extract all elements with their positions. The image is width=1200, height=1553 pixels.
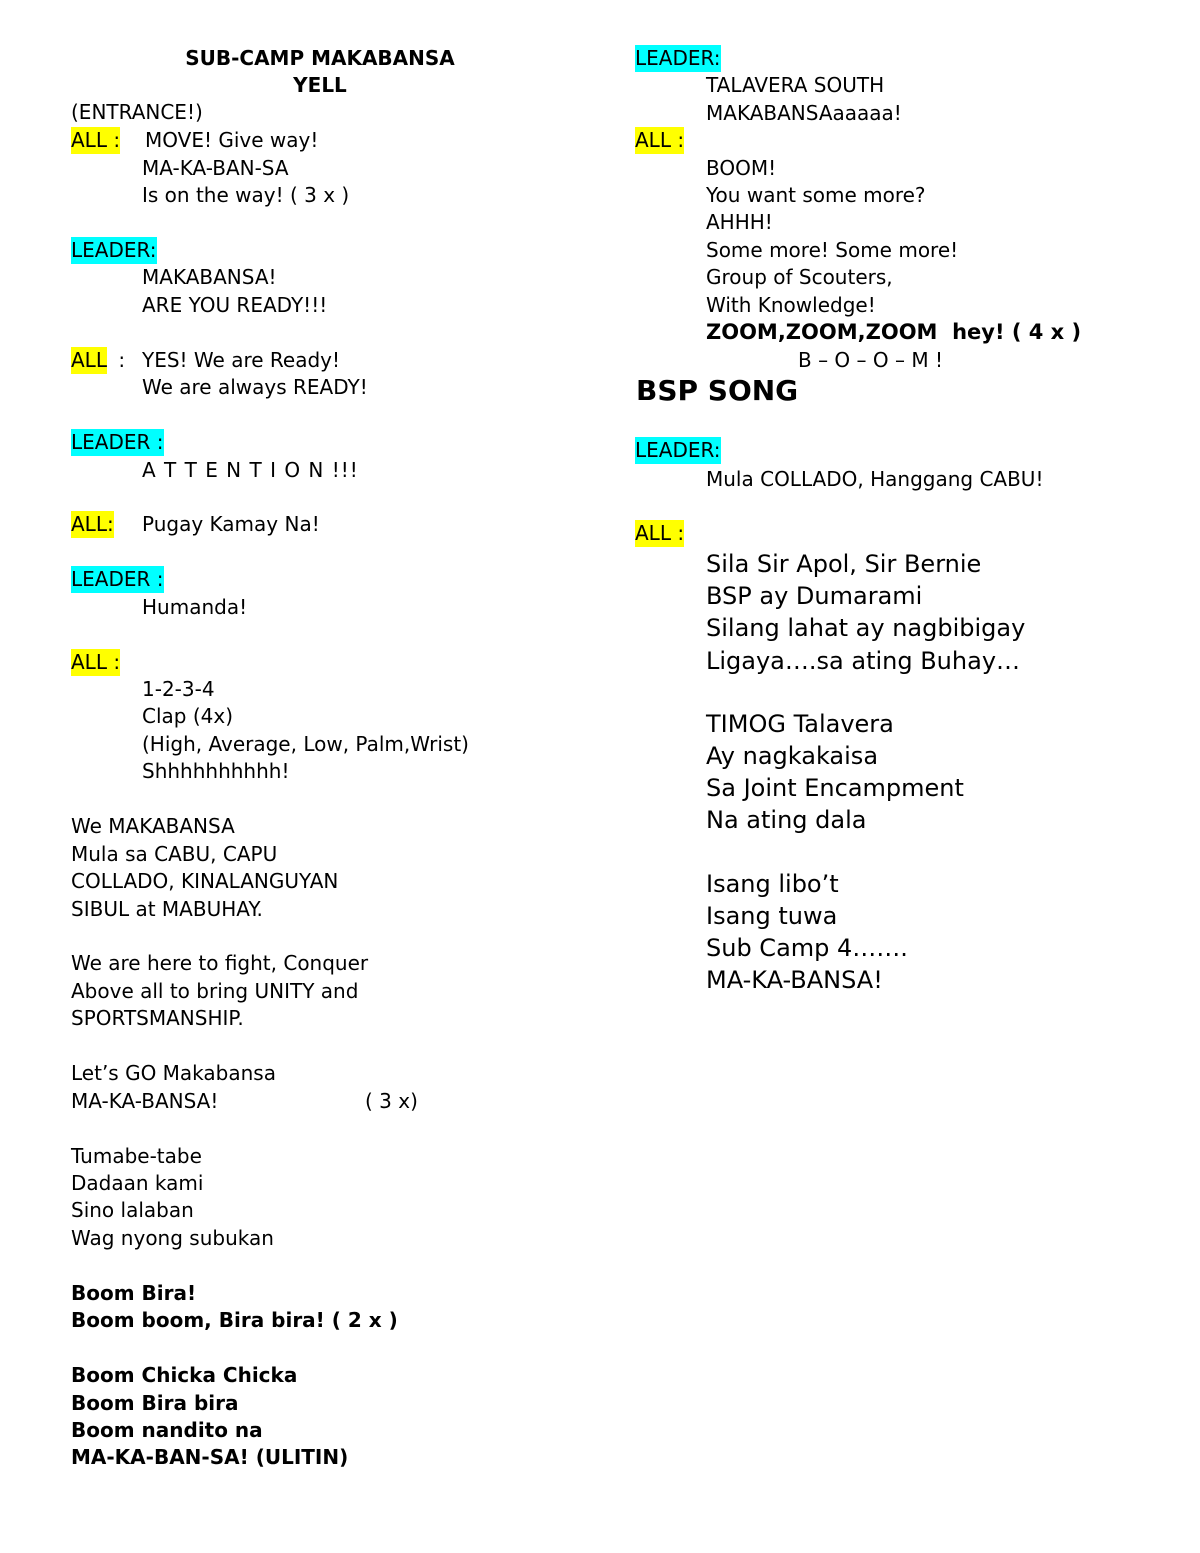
song-line: Ligaya….sa ating Buhay… [706,647,1021,675]
all-label: ALL : [635,521,685,545]
lyric-line: SIBUL at MABUHAY. [71,897,263,921]
repeat-note: ( 3 x) [365,1089,418,1113]
entrance-text: (ENTRANCE!) [71,100,203,124]
lyric-line: SPORTSMANSHIP. [71,1006,244,1030]
lyric-line: YES! We are Ready! [142,348,340,372]
lyric-line: MAKABANSA! [142,265,277,289]
lyric-line: COLLADO, KINALANGUYAN [71,869,339,893]
lyric-line: Shhhhhhhhhh! [142,759,290,783]
lyric-line: Humanda! [142,595,248,619]
lyric-line: Pugay Kamay Na! [142,512,320,536]
lyric-line: Clap (4x) [142,704,233,728]
song-line: BSP ay Dumarami [706,582,923,610]
lyric-line: ZOOM,ZOOM,ZOOM hey! ( 4 x ) [706,320,1082,344]
doc-title: SUB-CAMP MAKABANSA [185,46,455,70]
lyric-line: BOOM! [706,156,777,180]
lyric-line: AHHH! [706,210,773,234]
lyric-line: Wag nyong subukan [71,1226,274,1250]
lyric-line: You want some more? [706,183,926,207]
leader-label: LEADER: [71,238,157,262]
all-label: ALL : [71,128,121,152]
song-title: BSP SONG [636,374,799,407]
song-line: MA-KA-BANSA! [706,966,883,994]
lyric-line: Mula sa CABU, CAPU [71,842,278,866]
song-line: Ay nagkakaisa [706,742,879,770]
lyric-line: B – O – O – M ! [798,348,943,372]
lyric-line: We MAKABANSA [71,814,235,838]
lyric-line: ARE YOU READY!!! [142,293,328,317]
lyric-line: With Knowledge! [706,293,876,317]
lyric-line: Sino lalaban [71,1198,194,1222]
lyric-line: Some more! Some more! [706,238,959,262]
lyric-line: MOVE! Give way! [145,128,319,152]
leader-label: LEADER: [635,438,721,462]
song-line: Silang lahat ay nagbibigay [706,614,1026,642]
leader-label: LEADER: [635,46,721,70]
lyric-line: Above all to bring UNITY and [71,979,359,1003]
lyric-line: MA-KA-BANSA! [71,1089,219,1113]
lyric-line: Boom boom, Bira bira! ( 2 x ) [71,1308,398,1332]
lyric-line: Dadaan kami [71,1171,204,1195]
lyric-line: MAKABANSAaaaaa! [706,101,902,125]
lyric-line: Mula COLLADO, Hanggang CABU! [706,467,1044,491]
lyric-line: A T T E N T I O N !!! [142,458,359,482]
lyric-line: 1-2-3-4 [142,677,215,701]
song-line: Na ating dala [706,806,867,834]
lyric-line: Boom Chicka Chicka [71,1363,298,1387]
song-line: Sila Sir Apol, Sir Bernie [706,550,982,578]
lyric-line: Boom Bira bira [71,1391,239,1415]
song-line: Isang libo’t [706,870,839,898]
lyric-line: Let’s GO Makabansa [71,1061,276,1085]
lyric-line: MA-KA-BAN-SA! (ULITIN) [71,1445,349,1469]
song-line: Isang tuwa [706,902,838,930]
lyric-line: Boom Bira! [71,1281,197,1305]
lyric-line: TALAVERA SOUTH [706,73,885,97]
lyric-line: Tumabe-tabe [71,1144,202,1168]
lyric-line: (High, Average, Low, Palm,Wrist) [142,732,469,756]
lyric-line: We are here to fight, Conquer [71,951,369,975]
song-line: TIMOG Talavera [706,710,894,738]
all-label: ALL: [71,512,114,536]
lyric-line: We are always READY! [142,375,368,399]
song-line: Sa Joint Encampment [706,774,964,802]
lyric-line: Is on the way! ( 3 x ) [142,183,350,207]
all-label: ALL [71,348,107,372]
lyric-line: Group of Scouters, [706,265,893,289]
leader-label: LEADER : [71,430,164,454]
lyric-line: Boom nandito na [71,1418,263,1442]
doc-subtitle: YELL [293,73,347,97]
all-label: ALL : [71,650,121,674]
label-colon: : [112,348,126,372]
all-label: ALL : [635,128,685,152]
lyric-line: MA-KA-BAN-SA [142,156,289,180]
song-line: Sub Camp 4……. [706,934,908,962]
leader-label: LEADER : [71,567,164,591]
